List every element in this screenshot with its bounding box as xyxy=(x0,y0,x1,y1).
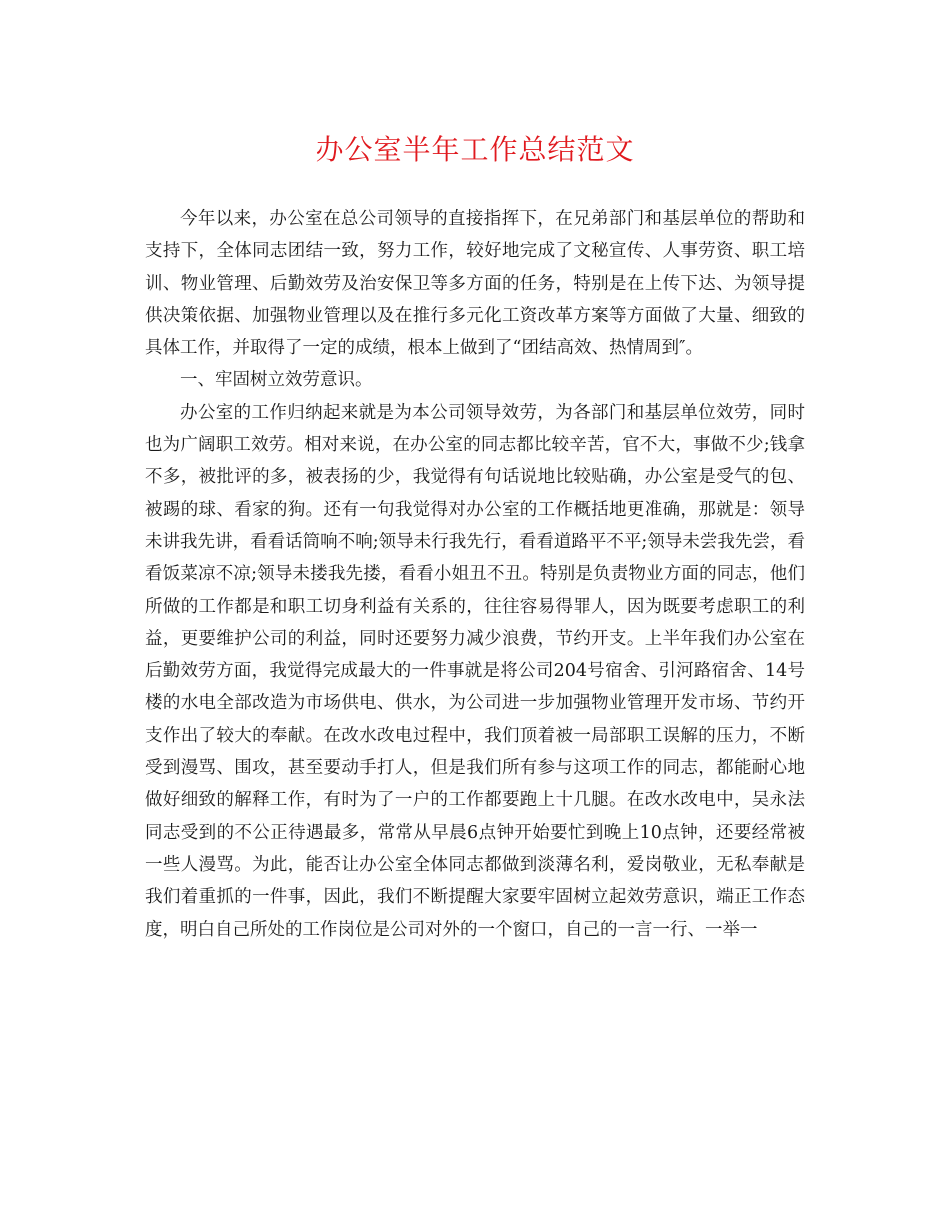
document-title: 办公室半年工作总结范文 xyxy=(315,133,635,166)
intro-paragraph: 今年以来，办公室在总公司领导的直接指挥下，在兄弟部门和基层单位的帮助和支持下，全体同志团结一致，努力工作，较好地完成了文秘宣传、人事劳资、职工培训、物业管理、后勤效劳及治安保卫等多方面的任务，特别是在上传下达、为领导提供决策依据、加强物业管理以及在推行多元化工资改革方案等方面做了大量、细致的具体工作，并取得了一定的成绩，根本上做到了“团结高效、热情周到″。 xyxy=(145,209,805,359)
section-paragraph: 办公室的工作归纳起来就是为本公司领导效劳，为各部门和基层单位效劳，同时也为广阔职工效劳。相对来说，在办公室的同志都比较辛苦，官不大，事做不少;钱拿不多，被批评的多，被表扬的少，我觉得有句话说地比较贴确，办公室是受气的包、被踢的球、看家的狗。还有一句我觉得对办公室的工作概括地更准确，那就是：领导未讲我先讲，看看话筒响不响;领导未行我先行，看看道路平不平;领导未尝我先尝，看看饭菜凉不凉;领导未搂我先搂，看看小姐丑不丑。特别是负责物业方面的同志，他们所做的工作都是和职工切身利益有关系的，往往容易得罪人，因为既要考虑职工的利益，更要维护公司的利益，同时还要努力减少浪费，节约开支。上半年我们办公室在后勤效劳方面，我觉得完成最大的一件事就是将公司204号宿舍、引河路宿舍、14号楼的水电全部改造为市场供电、供水，为公司进一步加强物业管理开发市场、节约开支作出了较大的奉献。在改水改电过程中，我们顶着被一局部职工误解的压力，不断受到漫骂、围攻，甚至要动手打人，但是我们所有参与这项工作的同志，都能耐心地做好细致的解释工作，有时为了一户的工作都要跑上十几腿。在改水改电中，吴永法同志受到的不公正待遇最多，常常从早晨6点钟开始要忙到晚上10点钟，还要经常被一些人漫骂。为此，能否让办公室全体同志都做到淡薄名利，爱岗敬业，无私奉献是我们着重抓的一件事，因此，我们不断提醒大家要牢固树立起效劳意识，端正工作态度，明白自己所处的工作岗位是公司对外的一个窗口，自己的一言一行、一举一 xyxy=(145,402,805,940)
section-heading: 一、牢固树立效劳意识。 xyxy=(180,370,373,391)
document-body xyxy=(145,203,805,946)
